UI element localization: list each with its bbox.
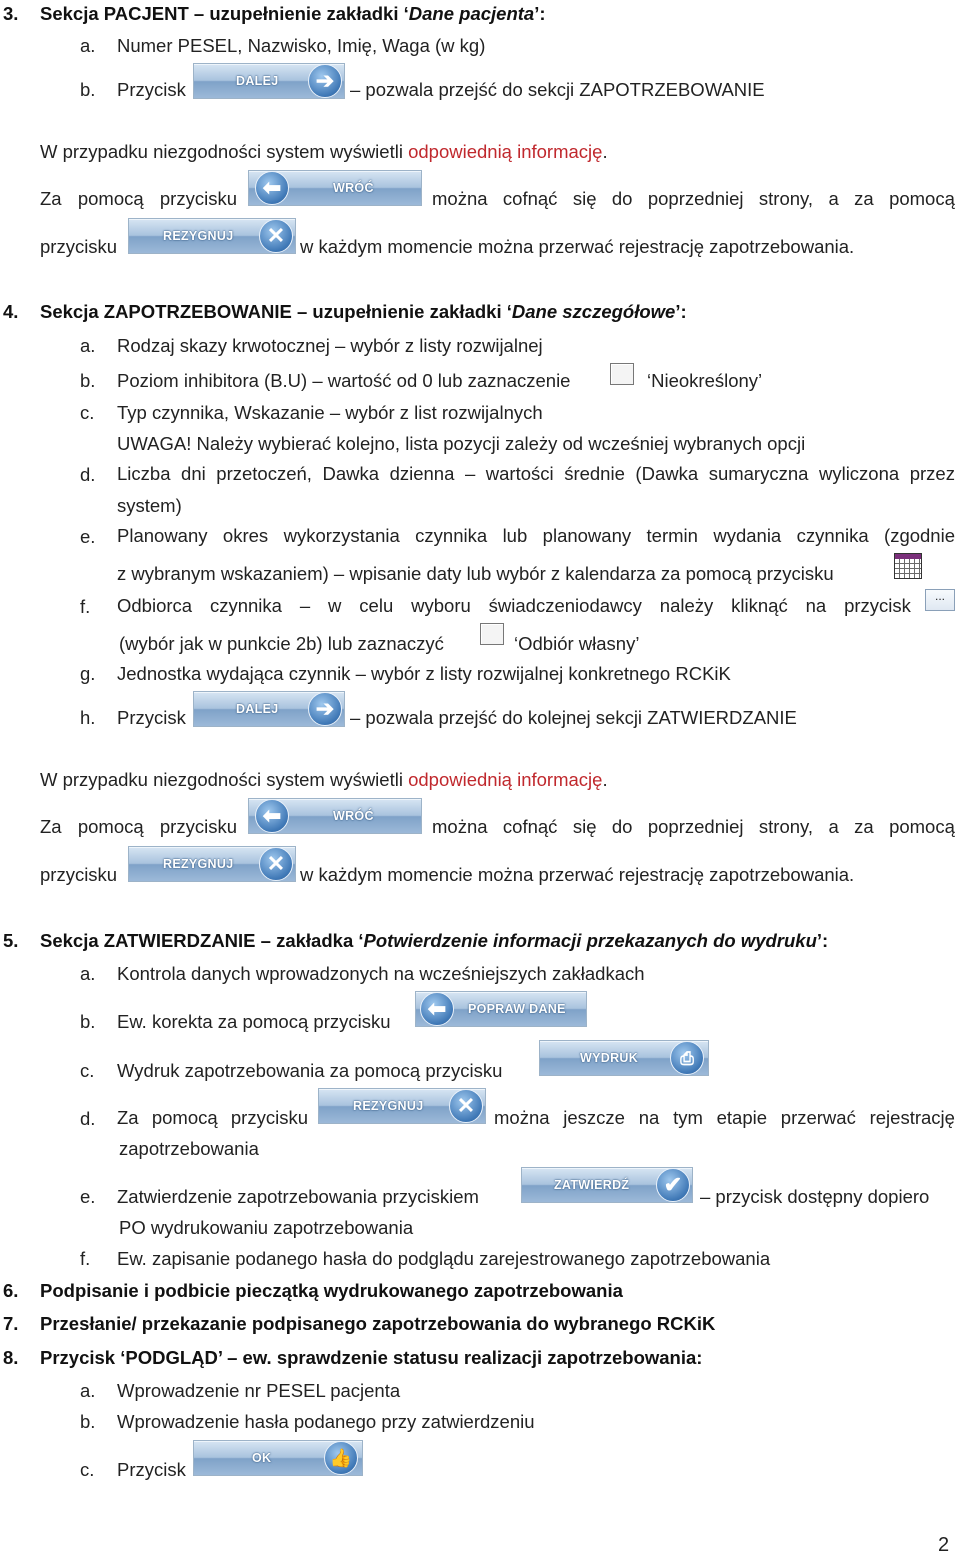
s5-d-text2: zapotrzebowania [119,1138,259,1159]
word: za [854,188,874,209]
s3-cancel-pre: przycisku [40,236,118,257]
word: można [432,188,488,209]
s4-heading [40,300,687,324]
word: (Dawka [635,463,699,484]
checkmark-icon: ✔ [656,1168,690,1202]
s4-b-post: ‘Nieokreślony’ [647,370,763,391]
word: Planowany [117,525,208,546]
s5-heading-italic: Potwierdzenie informacji przekazanych do wydruku [363,930,817,951]
s4-b-label: b. [80,370,96,391]
s5-d-post [494,1107,955,1129]
next-button-label: DALEJ [236,74,279,88]
s3-a-text: Numer PESEL, Nazwisko, Imię, Waga (w kg) [117,35,486,56]
s3-a-label: a. [80,35,96,56]
word: można [494,1107,550,1128]
word: cofnąć [502,816,558,837]
printer-icon: ⎙ [670,1041,704,1075]
word: okres [222,525,269,546]
thumbs-up-icon: 👍 [324,1441,358,1475]
fix-data-button[interactable] [415,991,587,1027]
s4-f-text [117,595,911,617]
word: się [572,188,597,209]
s8-text: Przycisk ‘PODGLĄD’ – ew. sprawdzenie statusu realizacji zapotrzebowania: [40,1347,703,1368]
s7-text: Przesłanie/ przekazanie podpisanego zapotrzebowania do wybranego RCKiK [40,1313,716,1334]
word: wyboru [411,595,471,616]
s4-f-text2: (wybór jak w punkcie 2b) lub zaznaczyć [119,633,444,654]
word: a [828,816,839,837]
next-button-label: DALEJ [236,702,279,716]
word: pomocą [77,816,144,837]
close-icon: ✕ [259,219,293,253]
arrow-left-icon: ⬅ [420,992,454,1026]
s4-heading-text: Sekcja ZAPOTRZEBOWANIE – uzupełnienie zakładki ‘ [40,301,512,322]
s5-number: 5. [3,930,19,951]
word: świadczeniodawcy [488,595,642,616]
s4-f-post: ‘Odbiór własny’ [514,633,640,654]
s4-b-text: Poziom inhibitora (B.U) – wartość od 0 lub zaznaczenie [117,370,571,391]
word: Za [117,1107,139,1128]
s5-heading-text: Sekcja ZATWIERDZANIE – zakładka ‘ [40,930,364,951]
s4-g-text: Jednostka wydająca czynnik – wybór z listy rozwijalnej konkretnego RCKiK [117,663,731,684]
s4-h-pre: Przycisk [117,707,186,728]
approve-button-label: ZATWIERDŹ [554,1178,630,1192]
word: sumaryczna [708,463,809,484]
word: do [611,816,633,837]
word: przerwać [780,1107,856,1128]
word: strony, [758,188,814,209]
s5-f-label: f. [80,1248,91,1269]
arrow-right-icon: ➔ [308,692,342,726]
word: cofnąć [502,188,558,209]
word: do [611,188,633,209]
word: – [464,463,476,484]
calendar-icon[interactable] [894,553,922,579]
word: wartości [485,463,554,484]
word: a [828,188,839,209]
cancel-button[interactable] [128,846,296,882]
s4-e-text2: z wybranym wskazaniem) – wpisanie daty lub wybór z kalendarza za pomocą przycisku [117,563,834,584]
cancel-button-label: REZYGNUJ [353,1099,424,1113]
word: pomocą [77,188,144,209]
s5-b-label: b. [80,1011,96,1032]
cancel-button[interactable] [318,1088,486,1124]
s5-e-label: e. [80,1186,96,1207]
s3-b-label: b. [80,79,96,100]
s4-cancel-pre: przycisku [40,864,118,885]
s4-number: 4. [3,301,19,322]
next-button[interactable] [193,63,345,99]
s5-heading-end: ’: [816,930,829,951]
word: przetoczeń, [216,463,312,484]
s4-e-text [117,525,955,547]
close-icon: ✕ [259,847,293,881]
word: na [805,595,827,616]
word: w [328,595,342,616]
s4-error-text: W przypadku niezgodności system wyświetli [40,769,409,790]
cancel-button-label: REZYGNUJ [163,857,234,871]
word: pomocą [889,188,955,209]
cancel-button-label: REZYGNUJ [163,229,234,243]
s5-f-text: Ew. zapisanie podanego hasła do podglądu zarejestrowanego zapotrzebowania [117,1248,771,1269]
word: – [299,595,311,616]
print-button[interactable] [539,1040,709,1076]
approve-button[interactable] [521,1167,693,1203]
arrow-left-icon: ⬅ [255,171,289,205]
s5-d-label: d. [80,1108,96,1129]
s4-error-highlight: odpowiednią informację [408,769,603,790]
s4-f-label: f. [80,596,91,617]
word: wykorzystania [283,525,400,546]
browse-button[interactable]: ... [925,589,955,611]
back-button[interactable] [248,798,422,834]
s8-c-label: c. [80,1459,95,1480]
word: dzienna [389,463,455,484]
print-button-label: WYDRUK [580,1051,639,1065]
s3-heading-italic: Dane pacjenta [408,3,535,24]
s4-error-line [40,768,608,792]
word: wydania [713,525,782,546]
word: przycisku [159,188,237,209]
word: termin [646,525,698,546]
word: przycisk [844,595,911,616]
word: czynnika [415,525,488,546]
s3-error-text: W przypadku niezgodności system wyświetli [40,141,409,162]
s3-heading-end: ’: [534,3,546,24]
s4-h-label: h. [80,707,96,728]
word: należy [659,595,714,616]
word: poprzedniej [647,188,744,209]
s8-number: 8. [3,1347,19,1368]
word: lub [502,525,528,546]
word: poprzedniej [647,816,744,837]
word: Dawka [322,463,380,484]
word: się [572,816,597,837]
word: celu [359,595,394,616]
next-button[interactable] [193,691,345,727]
ok-button-label: OK [252,1451,272,1465]
s5-heading [40,929,828,953]
word: na [638,1107,660,1128]
word: przycisku [230,1107,308,1128]
s3-b-pre: Przycisk [117,79,186,100]
word: średnie [564,463,625,484]
arrow-left-icon: ⬅ [255,799,289,833]
s4-heading-end: ’: [675,301,687,322]
s4-c-note: UWAGA! Należy wybierać kolejno, lista pozycji zależy od wcześniej wybranych opcji [117,433,806,454]
s4-back-pre [40,816,237,838]
s5-e-post: – przycisk dostępny dopiero [700,1186,930,1207]
s5-e-pre: Zatwierdzenie zapotrzebowania przyciskiem [117,1186,479,1207]
s4-c-text: Typ czynnika, Wskazanie – wybór z list rozwijalnych [117,402,543,423]
s4-c-label: c. [80,402,95,423]
s4-e-label: e. [80,526,96,547]
s4-cancel-post: w każdym momencie można przerwać rejestrację zapotrzebowania. [300,864,855,885]
word: za [854,816,874,837]
word: Za [40,188,62,209]
s4-h-post: – pozwala przejść do kolejnej sekcji ZATWIERDZANIE [350,707,797,728]
s3-back-post [432,188,955,210]
s5-c-text: Wydruk zapotrzebowania za pomocą przycisku [117,1060,503,1081]
word: przycisku [159,816,237,837]
own-pickup-checkbox[interactable] [480,623,504,645]
page-number: 2 [938,1534,950,1556]
s3-back-pre [40,188,237,210]
s4-back-post [432,816,955,838]
s5-e-text2: PO wydrukowaniu zapotrzebowania [119,1217,414,1238]
word: przez [909,463,955,484]
s4-a-text: Rodzaj skazy krwotocznej – wybór z listy rozwijalnej [117,335,543,356]
s4-d-label: d. [80,464,96,485]
s3-number: 3. [3,3,19,24]
s5-d-pre [117,1107,308,1129]
back-button[interactable] [248,170,422,206]
word: etapie [716,1107,768,1128]
word: wyliczona [818,463,900,484]
fix-data-button-label: POPRAW DANE [468,1002,566,1016]
s8-b-text: Wprowadzenie hasła podanego przy zatwierdzeniu [117,1411,535,1432]
s5-a-label: a. [80,963,96,984]
s4-heading-italic: Dane szczegółowe [511,301,676,322]
s3-error-highlight: odpowiednią informację [408,141,603,162]
word: kliknąć [731,595,788,616]
s4-d-text2: system) [117,495,182,516]
arrow-right-icon: ➔ [308,64,342,98]
s4-d-text [117,463,955,485]
s3-b-post: – pozwala przejść do sekcji ZAPOTRZEBOWANIE [350,79,765,100]
cancel-button[interactable] [128,218,296,254]
s6-number: 6. [3,1280,19,1301]
s3-heading [40,2,546,26]
back-button-label: WRÓĆ [333,181,374,195]
word: rejestrację [869,1107,955,1128]
word: można [432,816,488,837]
word: dni [181,463,206,484]
s8-c-text: Przycisk [117,1459,186,1480]
s8-b-label: b. [80,1411,96,1432]
s4-a-label: a. [80,335,96,356]
ok-button[interactable] [193,1440,363,1476]
s4-error-dot: . [602,769,608,790]
s6-text: Podpisanie i podbicie pieczątką wydrukowanego zapotrzebowania [40,1280,623,1301]
word: tym [673,1107,703,1128]
close-icon: ✕ [449,1089,483,1123]
word: czynnika [796,525,869,546]
s8-a-text: Wprowadzenie nr PESEL pacjenta [117,1380,401,1401]
word: jeszcze [563,1107,625,1128]
word: czynnika [209,595,282,616]
s5-a-text: Kontrola danych wprowadzonych na wcześniejszych zakładkach [117,963,645,984]
word: pomocą [889,816,955,837]
back-button-label: WRÓĆ [333,809,374,823]
s3-error-line [40,140,608,164]
s5-b-text: Ew. korekta za pomocą przycisku [117,1011,391,1032]
s3-error-dot: . [602,141,608,162]
word: strony, [758,816,814,837]
word: planowany [542,525,632,546]
word: (zgodnie [884,525,955,546]
word: pomocą [151,1107,218,1128]
s3-heading-text: Sekcja PACJENT – uzupełnienie zakładki ‘ [40,3,409,24]
word: Za [40,816,62,837]
s5-c-label: c. [80,1060,95,1081]
s8-a-label: a. [80,1380,96,1401]
s3-cancel-post: w każdym momencie można przerwać rejestrację zapotrzebowania. [300,236,855,257]
word: Odbiorca [117,595,193,616]
word: Liczba [117,463,171,484]
s4-g-label: g. [80,663,96,684]
s7-number: 7. [3,1313,19,1334]
undetermined-checkbox[interactable] [610,363,634,385]
